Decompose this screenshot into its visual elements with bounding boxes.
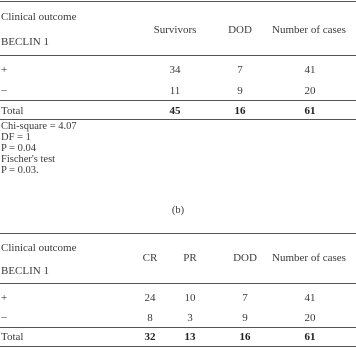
total-label: Total (1, 331, 24, 343)
total-pr: 13 (184, 331, 196, 343)
table-a-header-line1: Clinical outcome (1, 11, 77, 23)
total-dod: 16 (234, 105, 246, 117)
row-label: + (1, 292, 8, 304)
cell-pr: 10 (184, 292, 196, 304)
table-b-header-line2: BECLIN 1 (1, 265, 49, 277)
cell-cases: 20 (304, 85, 316, 97)
cell-cases: 41 (304, 292, 316, 304)
table-a-col-dod: DOD (228, 24, 252, 36)
cell-dod: 7 (242, 292, 248, 304)
row-label: − (1, 85, 8, 97)
total-dod: 16 (239, 331, 251, 343)
stat-line: Chi-square = 4.07 (1, 121, 77, 132)
stat-line: DF = 1 (1, 132, 31, 143)
table-b-header-rule (0, 283, 356, 284)
cell-survivors: 34 (169, 64, 181, 76)
total-cases: 61 (304, 331, 316, 343)
cell-cr: 24 (144, 292, 156, 304)
table-b-top-rule (0, 233, 356, 234)
table-b-bottom-rule (0, 346, 356, 347)
cell-cases: 20 (304, 312, 316, 324)
table-a-header-rule (0, 55, 356, 56)
cell-pr: 3 (187, 312, 193, 324)
cell-dod: 9 (237, 85, 243, 97)
row-label: + (1, 64, 8, 76)
cell-cr: 8 (147, 312, 153, 324)
total-cases: 61 (304, 105, 316, 117)
cell-survivors: 11 (169, 85, 181, 97)
table-a-bottom-rule (0, 119, 356, 120)
table-b-total-rule (0, 327, 356, 328)
total-survivors: 45 (169, 105, 181, 117)
table-b-col-pr: PR (183, 252, 197, 264)
table-b-col-cases: Number of cases (272, 252, 346, 264)
cell-cases: 41 (304, 64, 316, 76)
cell-dod: 7 (237, 64, 243, 76)
stat-line: Fischer's test (1, 154, 56, 165)
stat-line: P = 0.03. (1, 165, 39, 176)
table-a-top-rule (0, 1, 356, 2)
caption-b: (b) (171, 205, 185, 216)
row-label: − (1, 312, 8, 324)
table-b-col-dod: DOD (233, 252, 257, 264)
table-b-col-cr: CR (142, 252, 158, 264)
total-cr: 32 (144, 331, 156, 343)
table-a-header-line2: BECLIN 1 (1, 36, 49, 48)
table-b-header-line1: Clinical outcome (1, 242, 77, 254)
table-a-total-rule (0, 100, 356, 101)
table-a-col-cases: Number of cases (272, 24, 346, 36)
total-label: Total (1, 105, 24, 117)
stat-line: P = 0.04 (1, 143, 36, 154)
table-a-col-survivors: Survivors (153, 24, 197, 36)
cell-dod: 9 (242, 312, 248, 324)
